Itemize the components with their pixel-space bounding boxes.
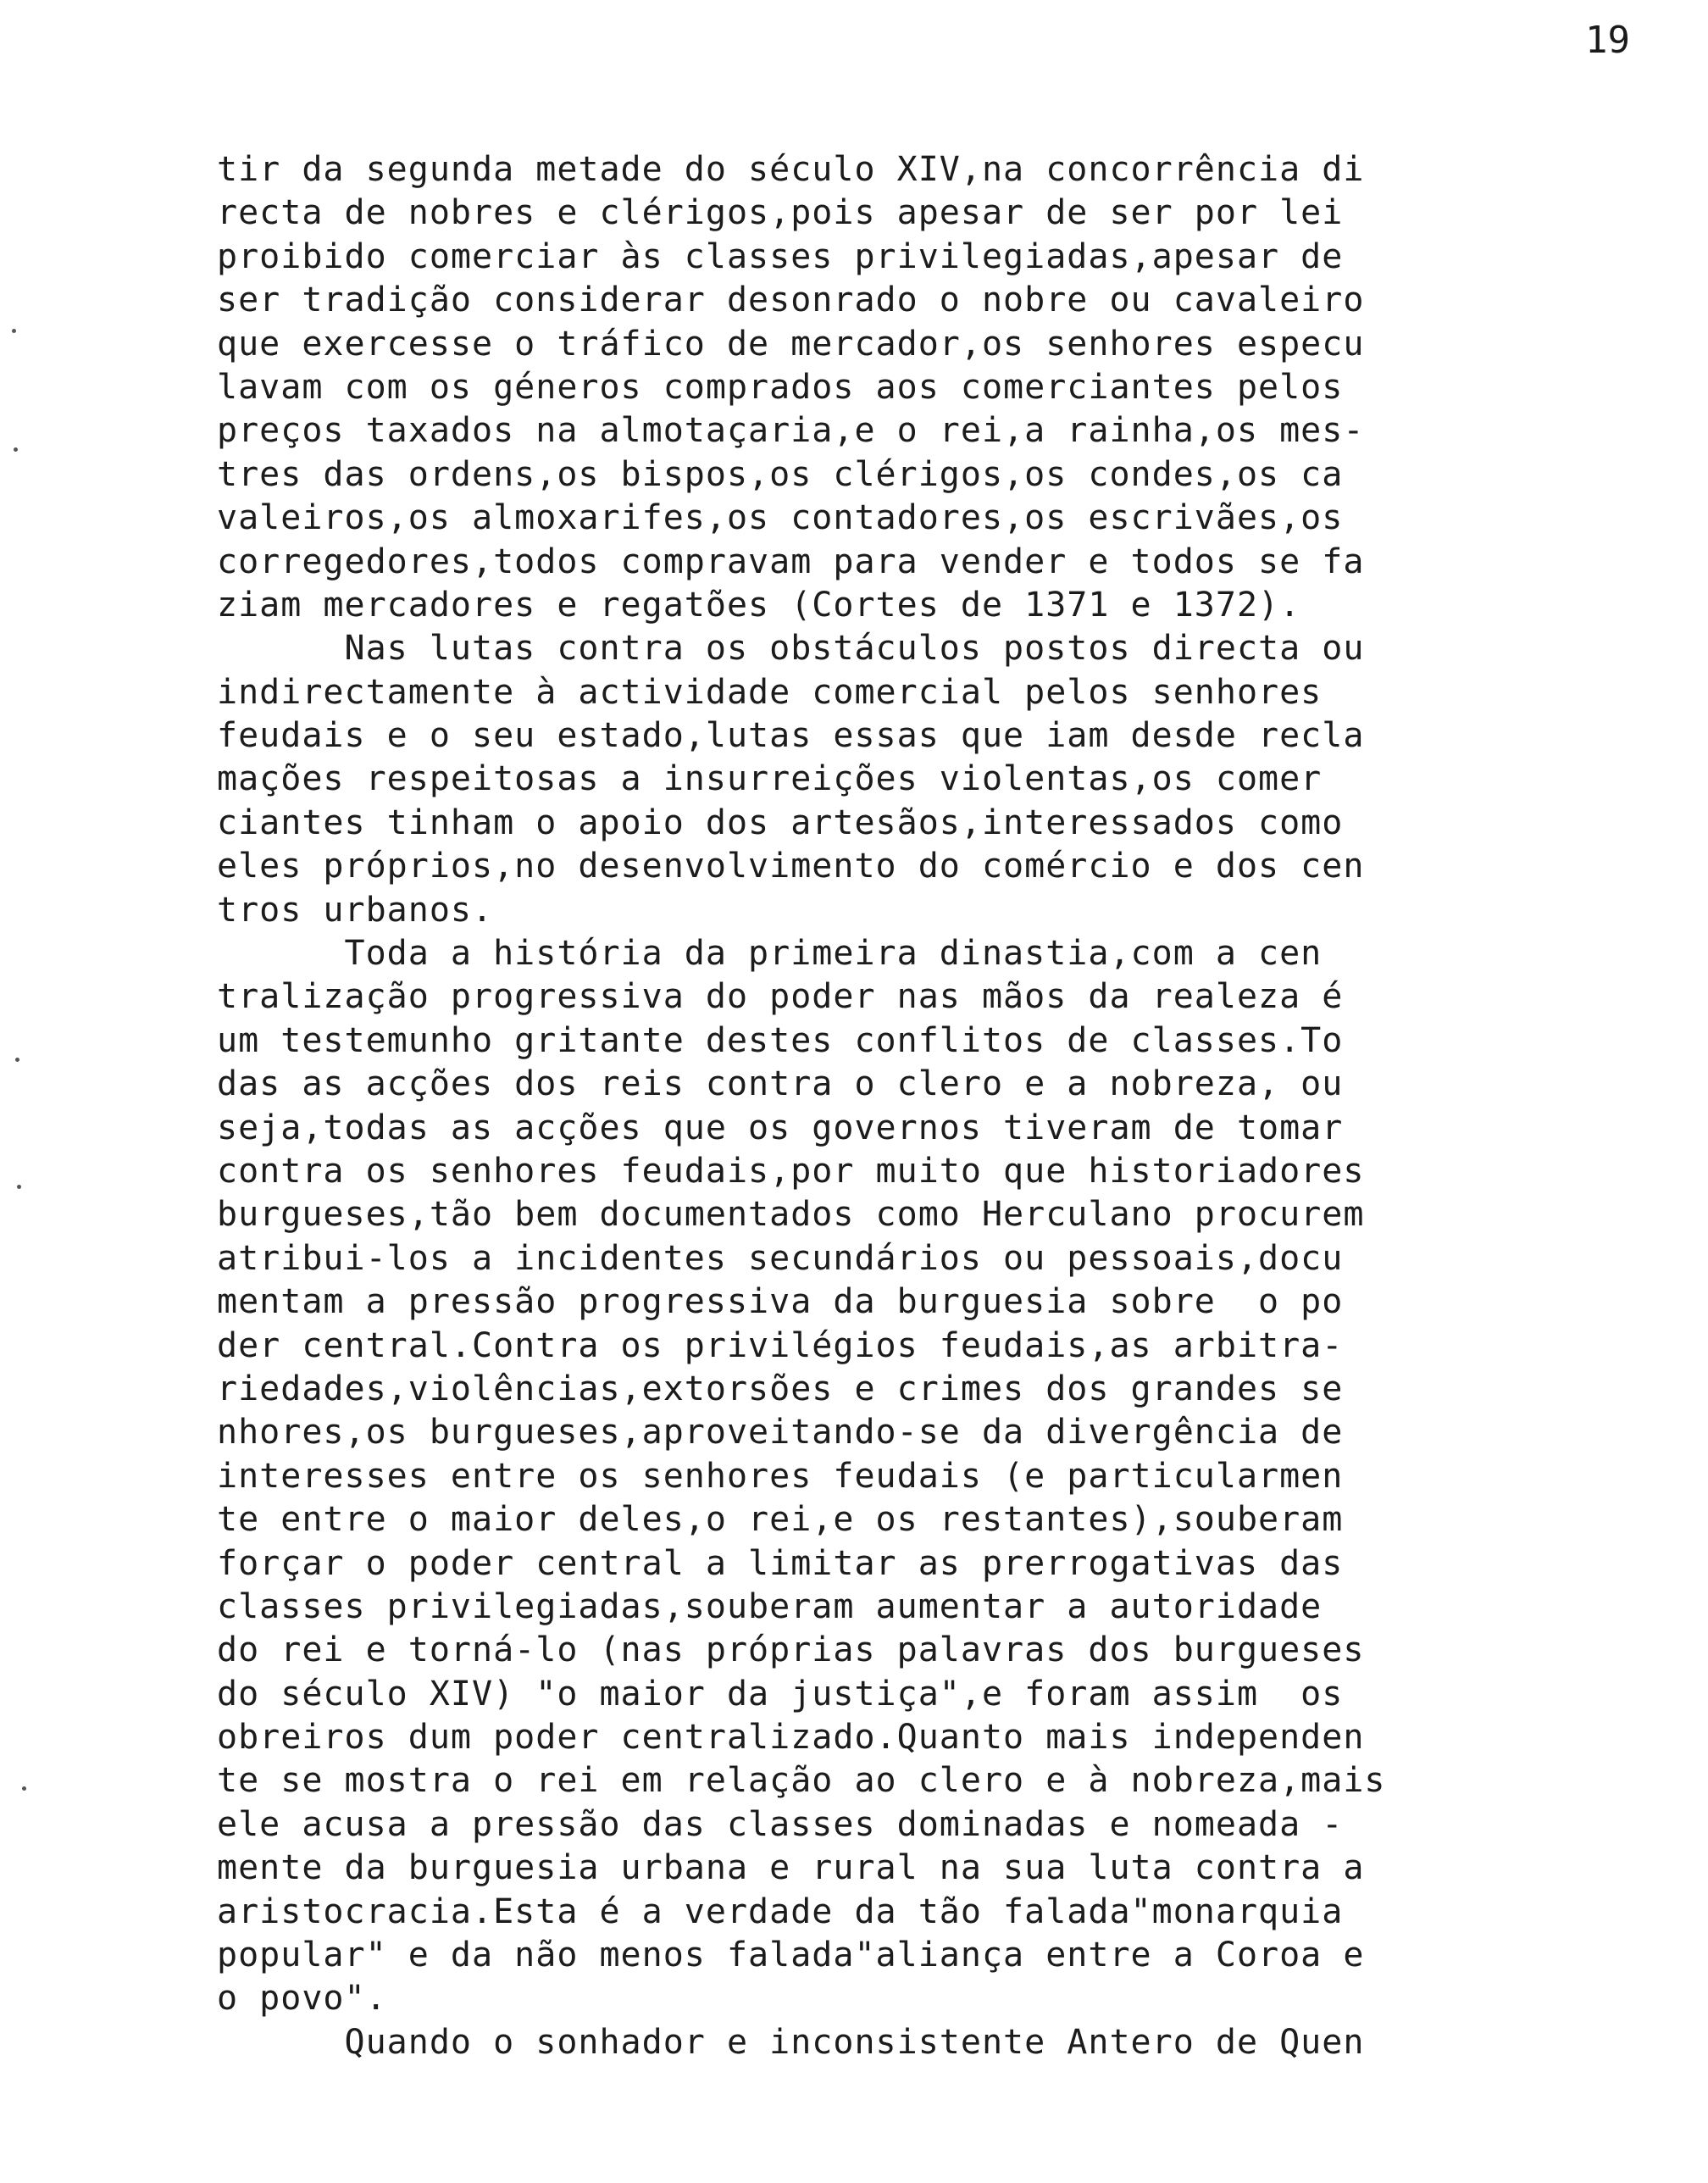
text-line: feudais e o seu estado,lutas essas que iam desde recla bbox=[217, 716, 1365, 756]
text-line: corregedores,todos compravam para vender e todos se fa bbox=[217, 542, 1365, 581]
text-line: preços taxados na almotaçaria,e o rei,a rainha,os mes- bbox=[217, 411, 1365, 451]
text-line: ser tradição considerar desonrado o nobre ou cavaleiro bbox=[217, 281, 1365, 320]
text-line: lavam com os géneros comprados aos comerciantes pelos bbox=[217, 367, 1344, 407]
text-line: o povo". bbox=[217, 1979, 387, 2019]
text-line: recta de nobres e clérigos,pois apesar de ser por lei bbox=[217, 193, 1344, 233]
margin-dot bbox=[22, 1786, 26, 1791]
text-line: mentam a pressão progressiva da burguesia sobre o po bbox=[217, 1282, 1344, 1322]
text-line: forçar o poder central a limitar as prerrogativas das bbox=[217, 1543, 1344, 1583]
text-line: tres das ordens,os bispos,os clérigos,os condes,os ca bbox=[217, 454, 1344, 494]
text-line: ziam mercadores e regatões (Cortes de 1371 e 1372). bbox=[217, 585, 1301, 625]
text-line: Nas lutas contra os obstáculos postos directa ou bbox=[217, 629, 1365, 669]
text-line: eles próprios,no desenvolvimento do comércio e dos cen bbox=[217, 847, 1365, 886]
text-line: indirectamente à actividade comercial pelos senhores bbox=[217, 672, 1323, 712]
page-number: 19 bbox=[1585, 19, 1630, 62]
margin-dot bbox=[15, 1058, 19, 1062]
text-line: Quando o sonhador e inconsistente Antero de Quen bbox=[217, 2022, 1365, 2062]
text-line: tros urbanos. bbox=[217, 890, 494, 930]
text-line: burgueses,tão bem documentados como Herculano procurem bbox=[217, 1195, 1365, 1235]
margin-dot bbox=[12, 329, 16, 333]
text-line: riedades,violências,extorsões e crimes dos grandes se bbox=[217, 1369, 1344, 1408]
text-line: proibido comerciar às classes privilegiadas,apesar de bbox=[217, 236, 1344, 276]
text-line: ciantes tinham o apoio dos artesãos,interessados como bbox=[217, 803, 1344, 842]
text-line: tir da segunda metade do século XIV,na concorrência di bbox=[217, 150, 1365, 189]
text-line: seja,todas as acções que os governos tiveram de tomar bbox=[217, 1108, 1344, 1147]
text-line: do rei e torná-lo (nas próprias palavras dos burgueses bbox=[217, 1630, 1365, 1670]
text-line: popular" e da não menos falada"aliança entre a Coroa e bbox=[217, 1936, 1365, 1975]
text-line: der central.Contra os privilégios feudais,as arbitra- bbox=[217, 1325, 1344, 1365]
text-line: mente da burguesia urbana e rural na sua luta contra a bbox=[217, 1848, 1365, 1888]
text-line: ele acusa a pressão das classes dominadas e nomeada - bbox=[217, 1804, 1344, 1844]
margin-dot bbox=[17, 1185, 21, 1189]
text-line: Toda a história da primeira dinastia,com a cen bbox=[217, 934, 1323, 974]
body-text bbox=[217, 148, 1572, 2064]
text-line: te entre o maior deles,o rei,e os restantes),souberam bbox=[217, 1500, 1344, 1540]
text-line: nhores,os burgueses,aproveitando-se da divergência de bbox=[217, 1413, 1344, 1453]
text-line: das as acções dos reis contra o clero e a nobreza, ou bbox=[217, 1064, 1344, 1104]
text-line: aristocracia.Esta é a verdade da tão falada"monarquia bbox=[217, 1891, 1344, 1931]
text-line: classes privilegiadas,souberam aumentar a autoridade bbox=[217, 1586, 1323, 1626]
text-line: interesses entre os senhores feudais (e particularmen bbox=[217, 1456, 1344, 1496]
margin-dot bbox=[14, 447, 18, 452]
text-line: valeiros,os almoxarifes,os contadores,os escrivães,os bbox=[217, 498, 1344, 538]
text-line: obreiros dum poder centralizado.Quanto mais independen bbox=[217, 1718, 1365, 1758]
text-line: mações respeitosas a insurreições violentas,os comer bbox=[217, 759, 1323, 799]
text-line: tralização progressiva do poder nas mãos da realeza é bbox=[217, 977, 1344, 1017]
text-line: um testemunho gritante destes conflitos de classes.To bbox=[217, 1020, 1344, 1060]
text-line: que exercesse o tráfico de mercador,os senhores especu bbox=[217, 324, 1365, 364]
text-line: contra os senhores feudais,por muito que historiadores bbox=[217, 1151, 1365, 1191]
text-line: te se mostra o rei em relação ao clero e à nobreza,mais bbox=[217, 1761, 1386, 1801]
text-line: atribui-los a incidentes secundários ou pessoais,docu bbox=[217, 1238, 1344, 1278]
text-line: do século XIV) "o maior da justiça",e foram assim os bbox=[217, 1674, 1344, 1714]
